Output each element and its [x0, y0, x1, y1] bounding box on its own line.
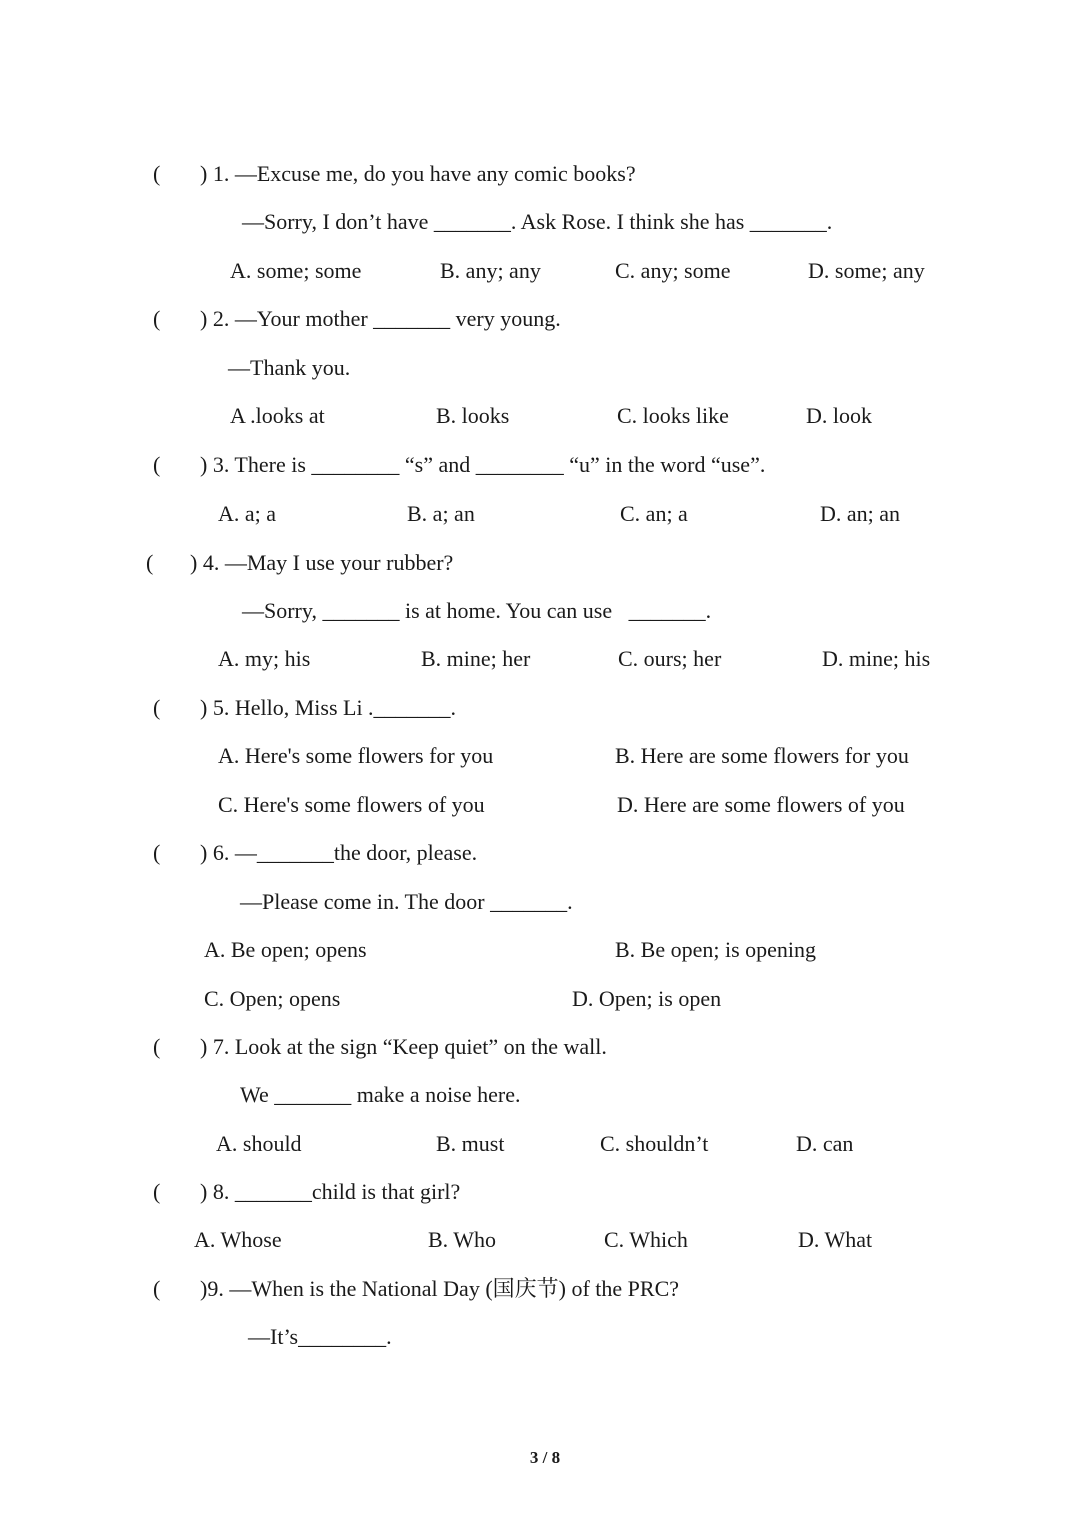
question-2-stem: ) 2. —Your mother _______ very young. — [200, 306, 561, 331]
question-7-line2: We _______ make a noise here. — [240, 1082, 521, 1107]
question-7-option-c: C. shouldn’t — [600, 1131, 709, 1156]
question-4-option-c: C. ours; her — [618, 646, 722, 671]
question-5-option-c: C. Here's some flowers of you — [218, 792, 485, 817]
question-5-option-a: A. Here's some flowers for you — [218, 743, 494, 768]
question-5-option-d: D. Here are some flowers of you — [617, 792, 905, 817]
question-8-stem: ) 8. _______child is that girl? — [200, 1179, 461, 1204]
question-3-option-c: C. an; a — [620, 501, 688, 526]
answer-bracket: ( — [153, 840, 161, 865]
question-3-stem: ) 3. There is ________ “s” and ________ “u” in the word “use”. — [200, 452, 766, 477]
question-6-option-a: A. Be open; opens — [204, 937, 367, 962]
question-8-option-d: D. What — [798, 1227, 873, 1252]
question-6-line2: —Please come in. The door _______. — [240, 889, 573, 914]
question-3-option-b: B. a; an — [407, 501, 475, 526]
question-8-option-a: A. Whose — [194, 1227, 282, 1252]
question-1-option-a: A. some; some — [230, 258, 362, 283]
question-5-option-b: B. Here are some flowers for you — [615, 743, 909, 768]
question-6-option-c: C. Open; opens — [204, 986, 341, 1011]
question-1-option-b: B. any; any — [440, 258, 541, 283]
question-9-line2: —It’s________. — [248, 1324, 392, 1349]
question-6-option-b: B. Be open; is opening — [615, 937, 817, 962]
question-1-option-c: C. any; some — [615, 258, 731, 283]
question-1-line2: —Sorry, I don’t have _______. Ask Rose. I think she has _______. — [242, 209, 833, 234]
question-6-stem: ) 6. —_______the door, please. — [200, 840, 478, 865]
question-4-option-a: A. my; his — [218, 646, 311, 671]
question-2-option-b: B. looks — [436, 403, 510, 428]
page-number: 3 / 8 — [529, 1448, 561, 1467]
question-4-option-b: B. mine; her — [421, 646, 531, 671]
question-2-line2: —Thank you. — [228, 355, 351, 380]
question-4-line2: —Sorry, _______ is at home. You can use _______. — [242, 598, 712, 623]
question-8-option-c: C. Which — [604, 1227, 688, 1252]
question-7-stem: ) 7. Look at the sign “Keep quiet” on the wall. — [200, 1034, 607, 1059]
question-2-option-a: A .looks at — [230, 403, 325, 428]
question-4-option-d: D. mine; his — [822, 646, 931, 671]
question-4-stem: ) 4. —May I use your rubber? — [190, 550, 454, 575]
question-3-option-d: D. an; an — [820, 501, 901, 526]
answer-bracket: ( — [153, 695, 161, 720]
answer-bracket: ( — [153, 1179, 161, 1204]
question-1-stem: ) 1. —Excuse me, do you have any comic books? — [200, 161, 636, 186]
answer-bracket: ( — [153, 1034, 161, 1059]
answer-bracket: ( — [153, 452, 161, 477]
question-6-option-d: D. Open; is open — [572, 986, 722, 1011]
question-7-option-d: D. can — [796, 1131, 854, 1156]
question-2-option-d: D. look — [806, 403, 872, 428]
answer-bracket: ( — [153, 1276, 161, 1301]
question-1-option-d: D. some; any — [808, 258, 925, 283]
question-7-option-b: B. must — [436, 1131, 505, 1156]
question-2-option-c: C. looks like — [617, 403, 729, 428]
answer-bracket: ( — [153, 306, 161, 331]
answer-bracket: ( — [146, 550, 154, 575]
question-8-option-b: B. Who — [428, 1227, 497, 1252]
question-9-stem: )9. —When is the National Day (国庆节) of the PRC? — [200, 1276, 680, 1301]
question-3-option-a: A. a; a — [218, 501, 277, 526]
question-5-stem: ) 5. Hello, Miss Li ._______. — [200, 695, 457, 720]
question-7-option-a: A. should — [216, 1131, 302, 1156]
answer-bracket: ( — [153, 161, 161, 186]
